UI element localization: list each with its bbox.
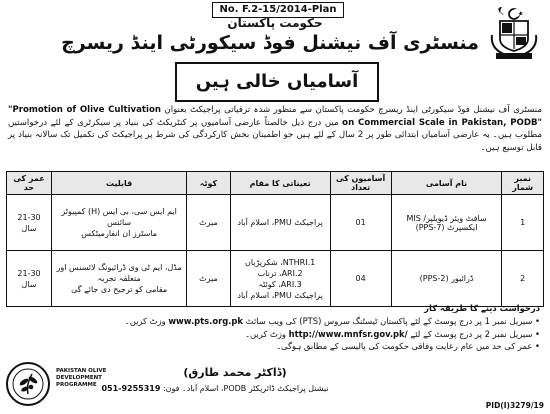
row-post: ڈرائیور (PPS-2) bbox=[391, 251, 502, 307]
location-line: ARI.2، ترناب bbox=[257, 268, 303, 278]
col-serial: نمبر شمار bbox=[502, 172, 544, 195]
qualification-line: مقامی کو ترجیح دی جائے گی bbox=[71, 285, 168, 294]
logo-text: PAKISTAN OLIVE DEVELOPMENT PROGRAMME bbox=[56, 368, 107, 388]
vacancies-banner: آسامیاں خالی ہیں bbox=[175, 62, 379, 102]
qualification-line: ایم ایس سی، بی ایس (H) کمپیوٹر سائنس bbox=[61, 207, 177, 227]
instruction-item: • عمر کی حد میں عام رعایت وفاقی حکومت کی پالیسی کے مطابق ہوگی۔ bbox=[276, 341, 540, 352]
state-emblem-icon bbox=[486, 5, 542, 61]
vacancies-table bbox=[6, 171, 544, 307]
instruction-item: • سیریل نمبر 2 پر درج پوسٹ کے لئے http://www.mnfsr.gov.pk/ وزٹ کریں۔ bbox=[245, 328, 540, 339]
row-age bbox=[7, 195, 52, 251]
instructions-heading: درخواست دینے کا طریقہ کار bbox=[424, 303, 540, 313]
intro-text-2: میں درج ذیل خالصتاً عارضی آسامیوں پر کنٹریکٹ کی بنیاد پر سیکرٹری کے لئے درخواستیں مطلوب ہیں۔ یہ عارضی آسامیاں ابتدائی طور پر 2 سال کے لئے ہیں جو اطمینان بخش کارکردگی کی شرط پر پراجیکٹ کی تکمیل تک سالانہ بنیاد پر قابل توسیع ہیں۔ bbox=[8, 117, 543, 153]
table-row bbox=[7, 251, 544, 307]
qualification-line: ماسٹرز ان انفارمیٹکس bbox=[81, 229, 158, 238]
row-count: 04 bbox=[330, 251, 391, 307]
col-post: نام آسامی bbox=[391, 172, 502, 195]
location-line: NTHRI.1، شکرپڑیاں bbox=[244, 257, 316, 267]
table-row bbox=[7, 195, 544, 251]
age-unit: سال bbox=[21, 223, 37, 233]
location-line: پراجیکٹ PMU، اسلام آباد bbox=[237, 290, 323, 300]
row-qualification bbox=[52, 251, 187, 307]
row-serial: 2 bbox=[502, 251, 544, 307]
age-range: 21-30 bbox=[17, 268, 41, 278]
pts-link[interactable]: www.pts.org.pk bbox=[168, 315, 243, 326]
signatory-name: (ڈاکٹر محمد طارق) bbox=[183, 366, 287, 379]
olive-logo-icon bbox=[4, 360, 52, 408]
col-count: آسامیوں کی تعداد bbox=[330, 172, 391, 195]
phone-number: 051-9255319 bbox=[101, 384, 161, 393]
mnfsr-link[interactable]: http://www.mnfsr.gov.pk/ bbox=[288, 328, 408, 339]
row-count: 01 bbox=[330, 195, 391, 251]
qualification-line: مڈل، ایم ٹی وی ڈرائیونگ لائسنس اور متعلقہ تجربہ bbox=[56, 263, 182, 283]
table-header-row bbox=[7, 172, 544, 195]
row-qualification bbox=[52, 195, 187, 251]
government-title: حکومت پاکستان bbox=[227, 16, 323, 30]
row-post: سافٹ ویئر ڈیویلپر/ MIS ایکسپرٹ (PPS-7) bbox=[391, 195, 502, 251]
age-unit: سال bbox=[21, 279, 37, 289]
row-age bbox=[7, 251, 52, 307]
intro-text-1: منسٹری آف نیشنل فوڈ سیکورٹی اینڈ ریسرچ حکومت پاکستان سے منظور شدہ ترقیاتی پراجیکٹ بعنوان bbox=[161, 105, 542, 115]
row-serial: 1 bbox=[502, 195, 544, 251]
project-title: "Promotion of Olive Cultivation on Commercial Scale in Pakistan, PODB" bbox=[8, 105, 543, 128]
row-quota: میرٹ bbox=[187, 195, 230, 251]
col-age: عمر کی حد bbox=[7, 172, 52, 195]
pid-number: PID(I)3279/19 bbox=[485, 401, 544, 410]
podp-logo bbox=[4, 360, 124, 408]
col-quota: کوٹہ bbox=[187, 172, 230, 195]
ministry-title: منسٹری آف نیشنل فوڈ سیکورٹی اینڈ ریسرچ bbox=[61, 32, 479, 54]
location-line: ARI.3، کوئٹہ bbox=[258, 279, 302, 289]
age-range: 21-30 bbox=[17, 212, 41, 222]
location-line: پراجیکٹ PMU، اسلام آباد bbox=[237, 218, 323, 227]
row-location bbox=[230, 195, 330, 251]
col-location: تعیناتی کا مقام bbox=[230, 172, 330, 195]
reference-number: No. F.2-15/2014-Plan bbox=[212, 2, 344, 18]
intro-paragraph bbox=[8, 104, 542, 154]
contact-text: نیشنل پراجیکٹ ڈائریکٹر PODB، اسلام آباد۔ فون: bbox=[160, 384, 329, 393]
row-location bbox=[230, 251, 330, 307]
instructions bbox=[10, 302, 540, 353]
instruction-item: • سیریل نمبر 1 پر درج پوسٹ کے لئے پاکستان ٹیسٹنگ سروس (PTS) کی ویب سائٹ www.pts.org.pk وزٹ کریں۔ bbox=[124, 315, 540, 326]
row-quota: میرٹ bbox=[187, 251, 230, 307]
col-qualification: قابلیت bbox=[52, 172, 187, 195]
